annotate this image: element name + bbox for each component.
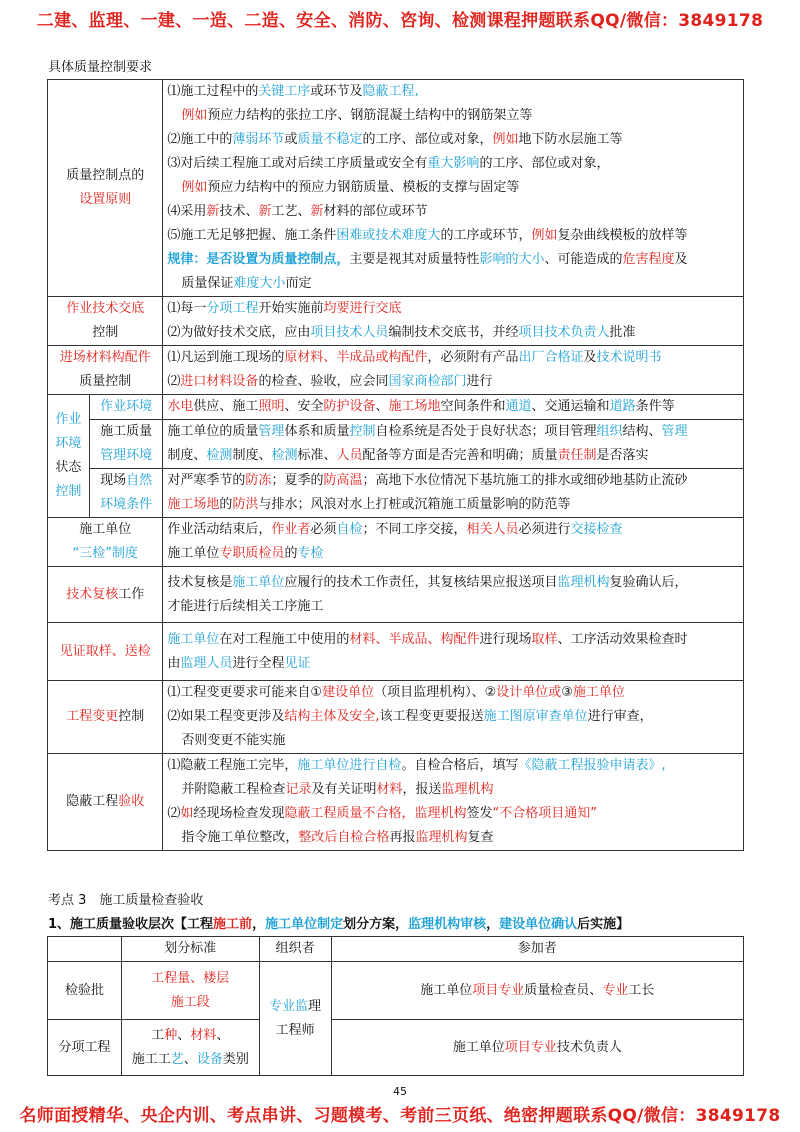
row-label: 质量控制点的 设置原则 [48, 80, 163, 297]
row-label: 见证取样、送检 [48, 623, 163, 681]
kaodian-heading: 考点 3 施工质量检查验收 [48, 893, 204, 908]
header-cell: 参加者 [331, 937, 743, 962]
row-content: ⑴凡运到施工现场的原材料、半成品或构配件，必须附有产品出厂合格证及技术说明书 ⑵进口材料设备的检查、验收，应会同国家商检部门进行 [163, 346, 744, 395]
row-label: 隐蔽工程验收 [48, 754, 163, 851]
row-content: 施工单位的质量管理体系和质量控制自检系统是否处于良好状态；项目管理组织结构、管理 制度、检测制度、检测标准、人员配备等方面是否完善和明确；质量责任制是否落实 [163, 420, 744, 469]
quality-control-table [47, 79, 744, 851]
acceptance-table [47, 936, 744, 1076]
header-cell: 组织者 [259, 937, 331, 962]
table-row [48, 346, 744, 395]
table-cell: 检验批 [48, 962, 122, 1020]
table-row [48, 681, 744, 754]
header-cell: 划分标准 [121, 937, 259, 962]
table-row [48, 297, 744, 346]
table-row [48, 395, 744, 420]
row-content: ⑴隐蔽工程施工完毕，施工单位进行自检。自检合格后，填写《隐蔽工程报验申请表》, 并附隐蔽工程检查记录及有关证明材料，报送监理机构 ⑵如经现场检查发现隐蔽工程质量不合格，监理机构签发“不合格项目通知” 指令施工单位整改，整改后自检合格再报监理机构复查 [163, 754, 744, 851]
section-title: 具体质量控制要求 [48, 60, 153, 75]
table-cell: 工种、材料、 施工工艺、设备类别 [121, 1020, 259, 1076]
organizer-cell: 专业监理 工程师 [259, 962, 331, 1076]
sub-label: 现场自然 环境条件 [89, 469, 163, 518]
top-banner: 二建、监理、一建、一造、二造、安全、消防、咨询、检测课程押题联系QQ/微信：3849178 [36, 11, 764, 31]
sub-heading: 1、施工质量验收层次【工程施工前，施工单位制定划分方案，监理机构审核，建设单位确认后实施】 [48, 917, 630, 932]
table-cell: 施工单位项目专业技术负责人 [331, 1020, 743, 1076]
table-row [48, 469, 744, 518]
row-label: 工程变更控制 [48, 681, 163, 754]
table-row [48, 518, 744, 567]
table-row [48, 623, 744, 681]
header-cell [48, 937, 122, 962]
row-label: 作业技术交底 控制 [48, 297, 163, 346]
row-content: ⑴工程变更要求可能来自①建设单位（项目监理机构）、②设计单位或③施工单位 ⑵如果工程变更涉及结构主体及安全,该工程变更要报送施工图原审查单位进行审查， 否则变更不能实施 [163, 681, 744, 754]
table-row [48, 567, 744, 623]
table-row [48, 754, 744, 851]
row-content: 施工单位在对工程施工中使用的材料、半成品、构配件进行现场取样、工序活动效果检查时 由监理人员进行全程见证 [163, 623, 744, 681]
row-label: 进场材料构配件 质量控制 [48, 346, 163, 395]
table-cell: 施工单位项目专业质量检查员、专业工长 [331, 962, 743, 1020]
table-row [48, 420, 744, 469]
bottom-banner: 名师面授精华、央企内训、考点串讲、习题模考、考前三页纸、绝密押题联系QQ/微信：3849178 [19, 1106, 781, 1126]
row-content: 技术复核是施工单位应履行的技术工作责任，其复核结果应报送项目监理机构复验确认后， 才能进行后续相关工序施工 [163, 567, 744, 623]
table-header-row [48, 937, 744, 962]
sub-label: 施工质量 管理环境 [89, 420, 163, 469]
row-content: 水电供应、施工照明、安全防护设备、施工场地空间条件和通道、交通运输和道路条件等 [163, 395, 744, 420]
table-row [48, 1020, 744, 1076]
sub-label: 作业环境 [89, 395, 163, 420]
table-row [48, 962, 744, 1020]
table-row [48, 80, 744, 297]
row-label: 施工单位 “三检”制度 [48, 518, 163, 567]
table-cell: 工程量、楼层 施工段 [121, 962, 259, 1020]
row-label: 作业 环境 状态 控制 [48, 395, 90, 518]
row-content: 对严寒季节的防冻；夏季的防高温；高地下水位情况下基坑施工的排水或细砂地基防止流砂 施工场地的防洪与排水；风浪对水上打桩或沉箱施工质量影响的防范等 [163, 469, 744, 518]
table-cell: 分项工程 [48, 1020, 122, 1076]
row-content: 作业活动结束后，作业者必须自检；不同工序交接，相关人员必须进行交接检查 施工单位专职质检员的专检 [163, 518, 744, 567]
row-content: ⑴每一分项工程开始实施前均要进行交底 ⑵为做好技术交底，应由项目技术人员编制技术交底书，并经项目技术负责人批准 [163, 297, 744, 346]
page-number: 45 [393, 1085, 407, 1098]
row-content: ⑴施工过程中的关键工序或环节及隐蔽工程, 例如预应力结构的张拉工序、钢筋混凝土结构中的钢筋架立等 ⑵施工中的薄弱环节或质量不稳定的工序、部位或对象，例如地下防水层施工等 ⑶对后续工程施工或对后续工序质量或安全有重大影响的工序、部位或对象， 例如预应力结构中的预应力钢筋质量、模板的支撑与固定等 ⑷采用新技术、新工艺、新材料的部位或环节 ⑸施工无足够把握、施工条件困难或技术难度大的工序或环节，例如复杂曲线模板的放样等 规律：是否设置为质量控制点，主要是视其对质量特性影响的大小、可能造成的危害程度及 质量保证难度大小而定 [163, 80, 744, 297]
row-label: 技术复核工作 [48, 567, 163, 623]
